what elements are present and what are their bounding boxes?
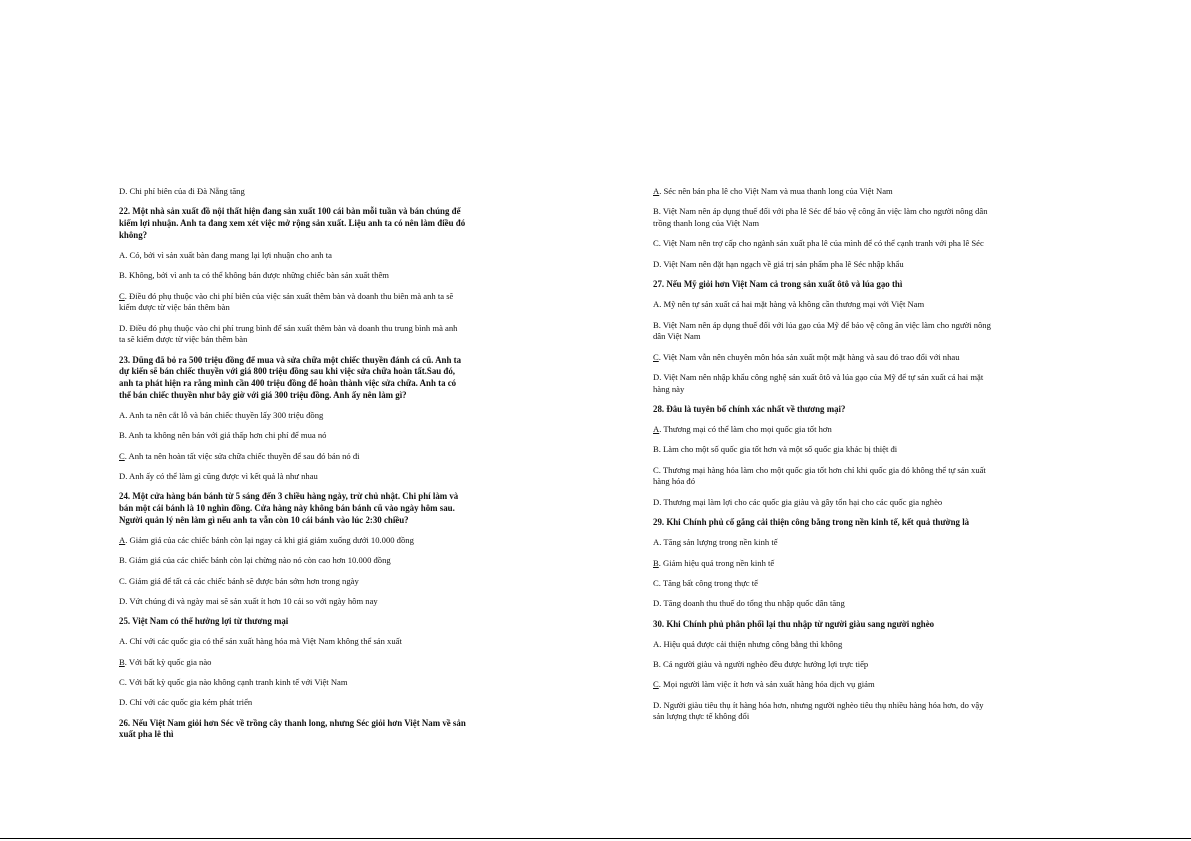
option-text-line: D. Chỉ với các quốc gia kém phát triển — [119, 697, 253, 708]
question-text-line: dự kiến sẽ bán chiếc thuyền với giá 800 triệu đồng sau khi việc sửa chữa hoàn tất.Sau đó, — [119, 366, 456, 377]
question-text-line: 28. Đâu là tuyên bố chính xác nhất về thương mại? — [653, 403, 846, 414]
option-text-line: D. Việt Nam nên nhập khẩu công nghệ sản xuất ôtô và lúa gạo của Mỹ để tự sản xuất cả hai mặt — [653, 371, 984, 382]
option-text-line: B. Làm cho một số quốc gia tốt hơn và một số quốc gia khác bị thiệt đi — [653, 444, 898, 455]
answer-letter-underlined: A — [119, 534, 126, 545]
question-text-line: bán một cái bánh là 10 nghìn đồng. Cửa hàng này không bán bánh cũ vào ngày hôm sau. — [119, 502, 455, 513]
question-text-line: 25. Việt Nam có thể hưởng lợi từ thương mại — [119, 616, 289, 627]
option-text-line: hàng hóa đó — [653, 476, 696, 487]
option-text-line: C. Giảm giá để tất cả các chiếc bánh sẽ được bán sớm hơn trong ngày — [119, 575, 359, 586]
answer-letter-underlined: B — [119, 656, 125, 667]
option-text-line: A. Có, bởi vì sản xuất bàn đang mang lại lợi nhuận cho anh ta — [119, 250, 332, 260]
option-text-line: A. Thương mại có thể làm cho mọi quốc gia tốt hơn — [653, 424, 832, 435]
option-text-line: B. Việt Nam nên áp dụng thuế đối với lúa gạo của Mỹ để bảo vệ công ăn việc làm cho người nông — [653, 319, 991, 330]
option-text-line: B. Anh ta không nên bán với giá thấp hơn chi phí để mua nó — [119, 430, 327, 441]
option-text-line: A. Séc nên bán pha lê cho Việt Nam và mua thanh long của Việt Nam — [653, 186, 893, 196]
question-text-line: kiếm lợi nhuận. Anh ta đang xem xét việc mở rộng sản xuất. Liệu anh ta có nên làm điều đó — [119, 218, 466, 228]
page-bottom-rule — [0, 838, 1191, 839]
question-text-line: 30. Khi Chính phủ phân phối lại thu nhập từ người giàu sang người nghèo — [653, 618, 935, 629]
option-text-line: hàng này — [653, 383, 685, 394]
option-text-line: B. Giảm hiệu quả trong nền kinh tế — [653, 557, 775, 568]
option-text-line: A. Giảm giá của các chiếc bánh còn lại ngay cả khi giá giảm xuống dưới 10.000 đồng — [119, 534, 414, 545]
question-text-line: 22. Một nhà sản xuất đồ nội thất hiện đang sản xuất 100 cái bàn mỗi tuần và bán chúng để — [119, 206, 461, 217]
option-text-line: B. Giảm giá của các chiếc bánh còn lại chừng nào nó còn cao hơn 10.000 đồng — [119, 555, 391, 566]
question-text-line: thể bán chiếc thuyền như bây giờ với giá 300 triệu đồng. Anh ấy nên làm gì? — [119, 389, 407, 400]
option-text-line: D. Chi phí biên của đi Đà Nẵng tăng — [119, 186, 245, 196]
option-text-line: C. Điều đó phụ thuộc vào chi phí biên của việc sản xuất thêm bàn và doanh thu biên mà anh ta sẽ — [119, 290, 454, 301]
question-text-line: 26. Nếu Việt Nam giỏi hơn Séc về trồng cây thanh long, nhưng Séc giỏi hơn Việt Nam về sản — [119, 717, 466, 728]
option-text-line: A. Chỉ với các quốc gia có thể sản xuất hàng hóa mà Việt Nam không thể sản xuất — [119, 636, 402, 647]
question-text-line: anh ta phát hiện ra rằng mình cần 400 triệu đồng để hoàn thành việc sửa chữa. Anh ta có — [119, 378, 457, 388]
option-text-line: D. Người giàu tiêu thụ ít hàng hóa hơn, nhưng người nghèo tiêu thụ nhiều hàng hóa hơn, do vậy — [653, 699, 984, 710]
answer-letter-underlined: C — [119, 290, 125, 301]
option-text-line: B. Với bất kỳ quốc gia nào — [119, 656, 212, 667]
option-text-line: C. Thương mại hàng hóa làm cho một quốc gia tốt hơn chỉ khi quốc gia đó không thể tự sản xuất — [653, 464, 986, 475]
option-text-line: A. Tăng sản lượng trong nền kinh tế — [653, 537, 778, 548]
option-text-line: D. Việt Nam nên đặt hạn ngạch về giá trị sản phẩm pha lê Séc nhập khẩu — [653, 258, 904, 269]
option-text-line: C. Việt Nam vẫn nên chuyên môn hóa sản xuất một mặt hàng và sau đó trao đổi với nhau — [653, 351, 960, 362]
answer-letter-underlined: C — [119, 450, 125, 461]
option-text-line: D. Điều đó phụ thuộc vào chi phí trung bình để sản xuất thêm bàn và doanh thu trung bình mà anh — [119, 322, 458, 333]
option-text-line: B. Việt Nam nên áp dụng thuế đối với pha lê Séc để bảo vệ công ăn việc làm cho người nông dân — [653, 206, 988, 217]
option-text-line: A. Anh ta nên cắt lỗ và bán chiếc thuyền lấy 300 triệu đồng — [119, 410, 324, 420]
answer-letter-underlined: C — [653, 679, 659, 690]
option-text-line: C. Tăng bất công trong thực tế — [653, 577, 758, 588]
option-text-line: C. Anh ta nên hoàn tất việc sửa chữa chiếc thuyền để sau đó bán nó đi — [119, 450, 360, 461]
question-text-line: Người quản lý nên làm gì nếu anh ta vẫn còn 10 cái bánh vào lúc 2:30 chiều? — [119, 514, 409, 525]
option-text-line: B. Cả người giàu và người nghèo đều được hưởng lợi trực tiếp — [653, 659, 869, 670]
option-text-line: C. Việt Nam nên trợ cấp cho ngành sản xuất pha lê của mình để có thể cạnh tranh với pha lê Séc — [653, 238, 984, 249]
option-text-line: C. Mọi người làm việc ít hơn và sản xuất hàng hóa dịch vụ giảm — [653, 679, 875, 690]
option-text-line: A. Hiệu quả được cải thiện nhưng công bằng thì không — [653, 638, 843, 649]
question-text-line: xuất pha lê thì — [119, 729, 174, 740]
option-text-line: D. Anh ấy có thể làm gì cũng được vì kết quả là như nhau — [119, 470, 318, 481]
option-text-line: B. Không, bởi vì anh ta có thể không bán được những chiếc bàn sản xuất thêm — [119, 270, 389, 281]
answer-letter-underlined: A — [653, 186, 660, 196]
answer-letter-underlined: C — [653, 351, 659, 362]
option-text-line: trồng thanh long của Việt Nam — [653, 218, 760, 228]
option-text-line: kiếm được từ việc bán thêm bàn — [119, 302, 230, 313]
option-text-line: A. Mỹ nên tự sản xuất cả hai mặt hàng và không cần thương mại với Việt Nam — [653, 299, 925, 310]
question-text-line: 29. Khi Chính phủ cố gắng cải thiện công bằng trong nền kinh tế, kết quả thường là — [653, 517, 970, 527]
option-text-line: ta sẽ kiếm được từ việc bán thêm bàn — [119, 334, 248, 345]
option-text-line: D. Vứt chúng đi và ngày mai sẽ sản xuất ít hơn 10 cái so với ngày hôm nay — [119, 595, 378, 606]
option-text-line: D. Tăng doanh thu thuế do tổng thu nhập quốc dân tăng — [653, 598, 845, 609]
option-text-line: C. Với bất kỳ quốc gia nào không cạnh tranh kinh tế với Việt Nam — [119, 677, 348, 687]
question-text-line: không? — [119, 229, 148, 240]
question-text-line: 27. Nếu Mỹ giỏi hơn Việt Nam cả trong sản xuất ôtô và lúa gạo thì — [653, 278, 903, 289]
answer-letter-underlined: A — [653, 424, 660, 435]
answer-letter-underlined: B — [653, 557, 659, 568]
option-text-line: D. Thương mại làm lợi cho các quốc gia giàu và gây tổn hại cho các quốc gia nghèo — [653, 496, 943, 507]
question-text-line: 23. Dũng đã bỏ ra 500 triệu đồng để mua và sửa chữa một chiếc thuyền đánh cá cũ. Anh ta — [119, 354, 462, 365]
question-text-line: 24. Một cửa hàng bán bánh từ 5 sáng đến 3 chiều hàng ngày, trừ chủ nhật. Chi phí làm và — [119, 491, 459, 502]
option-text-line: sản lượng thực tế không đổi — [653, 711, 750, 722]
option-text-line: dân Việt Nam — [653, 331, 701, 342]
